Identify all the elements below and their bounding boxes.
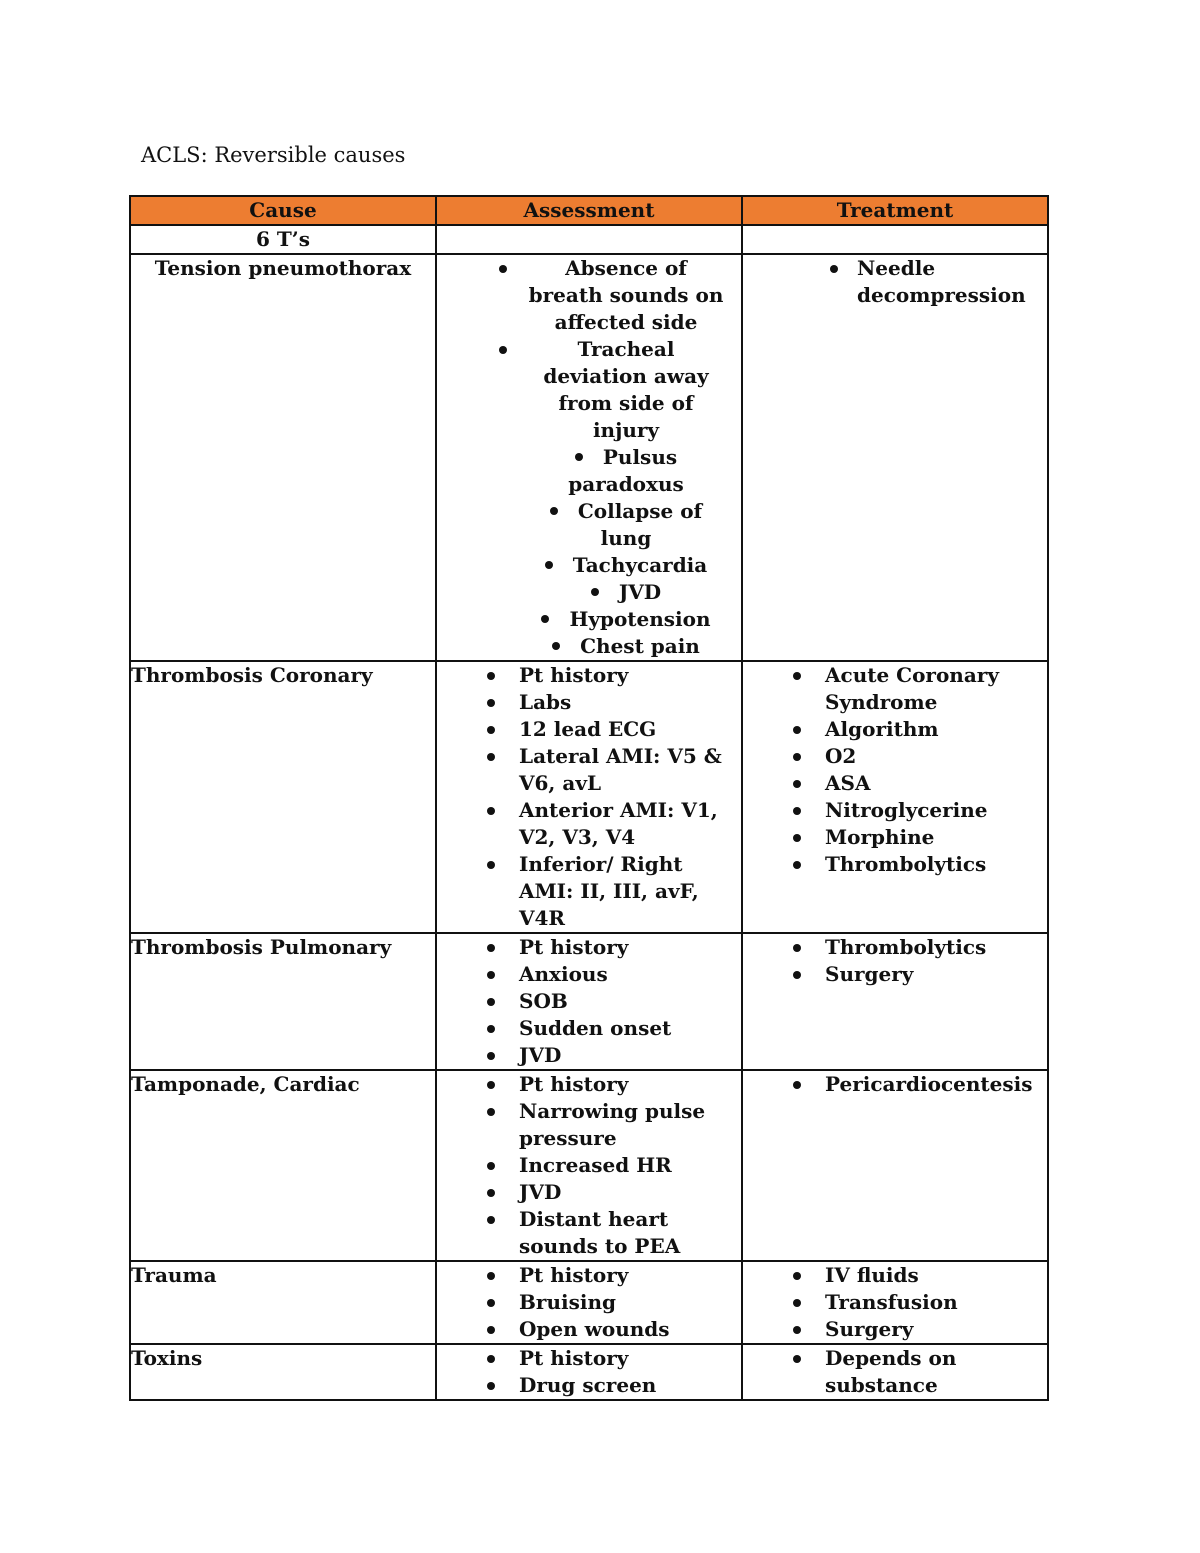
list-item: Tachycardia [525, 552, 727, 579]
bullet-icon [541, 615, 549, 623]
list-item: Distant heart sounds to PEA [517, 1206, 731, 1260]
subheader-empty-cell [742, 225, 1048, 254]
table-row [130, 1261, 1048, 1344]
cause-cell: Trauma [130, 1261, 436, 1344]
list-item: Depends on substance [823, 1345, 1037, 1399]
document-title: ACLS: Reversible causes [141, 143, 406, 167]
bullet-icon [545, 561, 553, 569]
bullet-icon [575, 453, 583, 461]
list-item: Open wounds [517, 1316, 731, 1343]
header-assessment: Assessment [436, 196, 742, 225]
bullet-icon [591, 588, 599, 596]
bullet-icon [550, 507, 558, 515]
bullet-icon [830, 265, 838, 273]
list-item: Anterior AMI: V1, V2, V3, V4 [517, 797, 731, 851]
list-item: JVD [517, 1042, 731, 1069]
reversible-causes-table [129, 195, 1049, 1401]
bullet-icon [499, 265, 507, 273]
treatment-cell [742, 933, 1048, 1070]
bullet-icon [552, 642, 560, 650]
list-item: Nitroglycerine [823, 797, 1037, 824]
cause-cell: Thrombosis Coronary [130, 661, 436, 933]
list-item: Absence of breath sounds on affected side [525, 255, 727, 336]
table-row [130, 1070, 1048, 1261]
list-item: Thrombolytics [823, 851, 1037, 878]
list-item: Drug screen [517, 1372, 731, 1399]
subheader-row [130, 225, 1048, 254]
cause-cell: Toxins [130, 1344, 436, 1400]
cause-cell: Thrombosis Pulmonary [130, 933, 436, 1070]
list-item: Narrowing pulse pressure [517, 1098, 731, 1152]
list-item: IV fluids [823, 1262, 1037, 1289]
list-item: Pericardiocentesis [823, 1071, 1037, 1098]
subheader-6ts: 6 T’s [130, 225, 436, 254]
list-item: SOB [517, 988, 731, 1015]
subheader-empty-cell [436, 225, 742, 254]
cause-cell: Tamponade, Cardiac [130, 1070, 436, 1261]
list-item: O2 [823, 743, 1037, 770]
list-item: JVD [525, 579, 727, 606]
list-item: Pt history [517, 662, 731, 689]
list-item: Morphine [823, 824, 1037, 851]
list-item: Surgery [823, 1316, 1037, 1343]
list-item: Inferior/ Right AMI: II, III, avF, V4R [517, 851, 731, 932]
list-item: Pt history [517, 1345, 731, 1372]
list-item: Chest pain [525, 633, 727, 660]
list-item: Thrombolytics [823, 934, 1037, 961]
bullet-icon [499, 346, 507, 354]
list-item: Increased HR [517, 1152, 731, 1179]
list-item: ASA [823, 770, 1037, 797]
list-item: JVD [517, 1179, 731, 1206]
list-item: Sudden onset [517, 1015, 731, 1042]
list-item: Bruising [517, 1289, 731, 1316]
header-row [130, 196, 1048, 225]
assessment-cell [436, 1261, 742, 1344]
treatment-cell [742, 1261, 1048, 1344]
table-row [130, 933, 1048, 1070]
assessment-cell [436, 254, 742, 661]
list-item: 12 lead ECG [517, 716, 731, 743]
list-item: Pt history [517, 1262, 731, 1289]
header-cause: Cause [130, 196, 436, 225]
list-item: Tracheal deviation away from side of injury [525, 336, 727, 444]
assessment-cell [436, 933, 742, 1070]
table-row [130, 1344, 1048, 1400]
list-item: Needle decompression [857, 255, 1017, 309]
list-item: Collapse of lung [525, 498, 727, 552]
cause-cell: Tension pneumothorax [130, 254, 436, 661]
assessment-cell [436, 1344, 742, 1400]
treatment-cell [742, 254, 1048, 661]
list-item: Algorithm [823, 716, 1037, 743]
table-row [130, 661, 1048, 933]
treatment-cell [742, 1070, 1048, 1261]
assessment-cell [436, 661, 742, 933]
list-item: Acute Coronary Syndrome [823, 662, 1037, 716]
treatment-cell [742, 661, 1048, 933]
assessment-cell [436, 1070, 742, 1261]
list-item: Anxious [517, 961, 731, 988]
table-row [130, 254, 1048, 661]
list-item: Transfusion [823, 1289, 1037, 1316]
list-item: Surgery [823, 961, 1037, 988]
treatment-cell [742, 1344, 1048, 1400]
list-item: Lateral AMI: V5 & V6, avL [517, 743, 731, 797]
list-item: Hypotension [525, 606, 727, 633]
header-treatment: Treatment [742, 196, 1048, 225]
list-item: Pulsus paradoxus [568, 445, 684, 496]
list-item: Pt history [517, 1071, 731, 1098]
list-item: Pt history [517, 934, 731, 961]
list-item: Labs [517, 689, 731, 716]
